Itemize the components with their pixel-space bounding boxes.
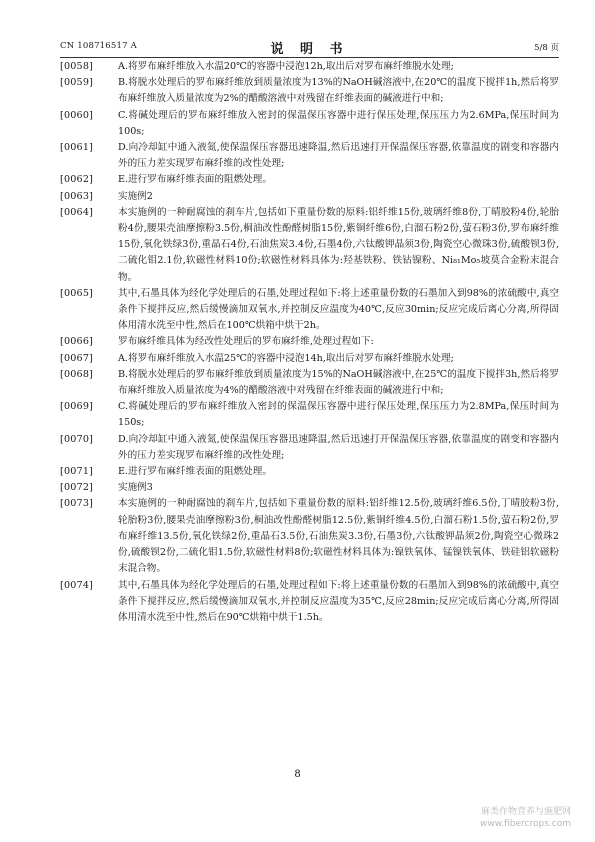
paragraph-number: [0060] (60, 109, 94, 121)
paragraph-number: [0062] (60, 174, 94, 186)
paragraph (60, 496, 559, 577)
paragraph-text: 其中,石墨具体为经化学处理后的石墨,处理过程如下:将上述重量份数的石墨加入到98%的浓硫酸中,真空条件下搅拌反应,然后缓慢滴加双氧水,并控制反应温度为35℃,反应28min;反应完成后离心分离,所得固体用清水洗至中性,然后在90℃烘箱中烘干1.5h。 (118, 579, 559, 623)
paragraph-text: A.将罗布麻纤维放入水温25℃的容器中浸泡14h,取出后对罗布麻纤维脱水处理; (118, 352, 454, 364)
paragraph (60, 75, 559, 107)
paragraph-number: [0071] (60, 466, 94, 478)
paragraph (60, 108, 559, 140)
paragraph-text: 罗布麻纤维具体为经改性处理后的罗布麻纤维,处理过程如下: (118, 336, 374, 348)
page-count: 5/8 页 (534, 43, 559, 53)
paragraph (60, 189, 559, 205)
paragraph-text: B.将脱水处理后的罗布麻纤维放到质量浓度为13%的NaOH碱溶液中,在20℃的温度下搅拌1h,然后将罗布麻纤维放入质量浓度为2%的醋酸溶液中对残留在纤维表面的碱液进行中和; (118, 77, 559, 105)
paragraph-number: [0070] (60, 433, 94, 445)
paragraph (60, 464, 559, 480)
paragraph-number: [0069] (60, 401, 94, 413)
paragraph-text: 本实施例的一种耐腐蚀的刹车片,包括如下重量份数的原料:铝纤维12.5份,玻璃纤维6.5份,丁晴胶粉3份,轮胎粉3份,腰果壳油摩擦粉3份,桐油改性酚醛树脂12.5份,紫铜纤维4.5份,白溜石粉1.5份,萤石粉2份,罗布麻纤维13.5份,氧化铁绿2份,重晶石3.5份,石油焦炭3.3份,石墨3份,六钛酸钾晶须2份,陶瓷空心微珠2份,硫酸钡2份,二硫化钼1.5份,软磁性材料8份;软磁性材料具体为:镍铁氧体、锰镍铁氧体、铁硅铝软磁粉末混合物。 (118, 498, 559, 575)
header-divider (60, 57, 559, 58)
paragraph-number: [0074] (60, 579, 94, 591)
paragraph-number: [0073] (60, 498, 94, 510)
paragraph (60, 480, 559, 496)
paragraph-text: 实施例3 (118, 482, 153, 494)
document-title: 说 明 书 (270, 42, 349, 57)
paragraph (60, 59, 559, 75)
paragraph-number: [0066] (60, 336, 94, 348)
paragraph (60, 205, 559, 286)
paragraph-text: 实施例2 (118, 190, 153, 202)
paragraph-text: C.将碱处理后的罗布麻纤维放入密封的保温保压容器中进行保压处理,保压压力为2.6MPa,保压时间为100s; (118, 109, 559, 137)
paragraph-text: E.进行罗布麻纤维表面的阻燃处理。 (118, 174, 272, 186)
paragraph-number: [0068] (60, 368, 94, 380)
paragraph-text: 其中,石墨具体为经化学处理后的石墨,处理过程如下:将上述重量份数的石墨加入到98%的浓硫酸中,真空条件下搅拌反应,然后缓慢滴加双氧水,并控制反应温度为40℃,反应30min;反应完成后离心分离,所得固体用清水洗至中性,然后在100℃烘箱中烘干2h。 (118, 287, 559, 332)
publication-number: CN 108716517 A (60, 41, 137, 51)
paragraph-text: D.向冷却缸中通入液氮,使保温保压容器迅速降温,然后迅速打开保温保压容器,依靠温度的剧变和容器内外的压力差实现罗布麻纤维的改性处理; (118, 433, 559, 461)
paragraph-number: [0059] (60, 77, 94, 89)
watermark-site-name: 麻类作物营养与施肥网 (480, 807, 571, 817)
paragraph (60, 172, 559, 188)
paragraph-text: B.将脱水处理后的罗布麻纤维放到质量浓度为15%的NaOH碱溶液中,在25℃的温度下搅拌3h,然后将罗布麻纤维放入质量浓度为4%的醋酸溶液中对残留在纤维表面的碱液进行中和; (118, 368, 559, 397)
paragraph-text: D.向冷却缸中通入液氮,使保温保压容器迅速降温,然后迅速打开保温保压容器,依靠温度的剧变和容器内外的压力差实现罗布麻纤维的改性处理; (118, 142, 559, 170)
paragraph-number: [0064] (60, 206, 94, 218)
page-header (60, 38, 559, 56)
paragraph-number: [0067] (60, 352, 94, 364)
paragraph-number: [0061] (60, 142, 94, 154)
paragraph (60, 399, 559, 431)
paragraph (60, 351, 559, 367)
paragraph (60, 432, 559, 464)
document-body (60, 59, 559, 626)
paragraph-text: A.将罗布麻纤维放入水温20℃的容器中浸泡12h,取出后对罗布麻纤维脱水处理; (118, 61, 454, 72)
page-number: 8 (294, 769, 301, 780)
paragraph (60, 334, 559, 350)
paragraph (60, 367, 559, 399)
paragraph-number: [0063] (60, 190, 94, 202)
paragraph-text: 本实施例的一种耐腐蚀的刹车片,包括如下重量份数的原料:铝纤维15份,玻璃纤维8份,丁晴胶粉4份,轮胎粉4份,腰果壳油摩擦粉3.5份,桐油改性酚醛树脂15份,紫铜纤维6份,白溜石粉2份,萤石粉3份,罗布麻纤维15份,氧化铁绿3份,重晶石4份,石油焦炭3.4份,石墨4份,六钛酸钾晶须3份,陶瓷空心微珠3份,硫酸钡3份,二硫化钼2.1份,软磁性材料10份;软磁性材料具体为:羟基铁粉、铁钴镍粉、Ni₈₁Mo₅坡莫合金粉末混合物。 (118, 206, 559, 283)
paragraph (60, 140, 559, 172)
paragraph-number: [0065] (60, 287, 94, 299)
paragraph (60, 286, 559, 335)
paragraph-number: [0058] (60, 61, 94, 72)
paragraph-text: E.进行罗布麻纤维表面的阻燃处理。 (118, 466, 272, 478)
watermark-url: www.fibercrops.com (480, 819, 571, 829)
paragraph (60, 578, 559, 627)
paragraph-number: [0072] (60, 482, 94, 494)
watermark (480, 806, 571, 830)
paragraph-text: C.将碱处理后的罗布麻纤维放入密封的保温保压容器中进行保压处理,保压压力为2.8MPa,保压时间为150s; (118, 401, 559, 429)
